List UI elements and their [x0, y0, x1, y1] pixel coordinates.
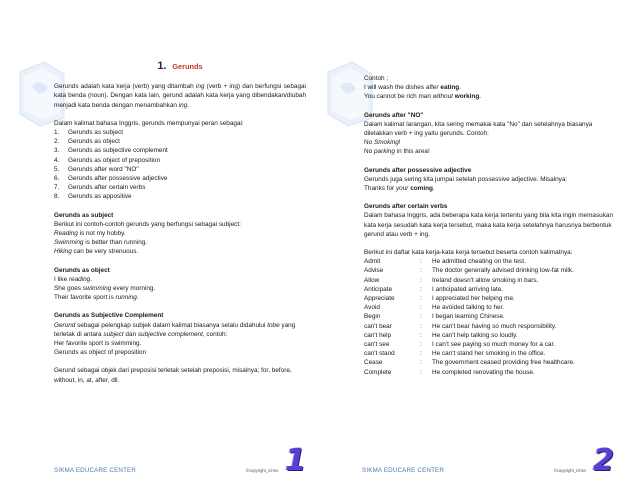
verb-word: Anticipate	[364, 285, 393, 293]
list-number: 8.	[54, 193, 60, 201]
example-line	[54, 293, 306, 302]
text-run: tobe	[267, 321, 280, 329]
verb-row	[364, 331, 616, 340]
text-run: reading	[68, 275, 91, 283]
page-right	[320, 52, 626, 482]
list-number: 2.	[54, 138, 60, 146]
text-run: is not my hobby.	[77, 230, 126, 238]
subject-heading: Gerunds as subject	[54, 211, 114, 219]
example-line	[364, 184, 616, 193]
verb-word: Avoid	[364, 304, 380, 312]
verb-sentence: He completed renovating the house.	[432, 368, 535, 376]
text-run: eating	[440, 84, 460, 92]
roles-list	[54, 128, 306, 202]
left-content	[54, 62, 306, 385]
text-run: ing	[195, 83, 205, 91]
example-line	[54, 348, 306, 357]
verb-sentence: I anticipated arriving late.	[432, 285, 504, 293]
possessive-text: Gerunds juga sering kita jumpai setelah possessive adjective. Misalnya:	[364, 175, 568, 183]
text-run: parking	[373, 148, 395, 156]
text-run: Thanks for	[364, 185, 396, 193]
text-run: Her favorite sport is swimming.	[54, 340, 142, 348]
example-line	[54, 238, 306, 247]
verb-row	[364, 266, 616, 275]
verb-row	[364, 257, 616, 266]
verb-row	[364, 303, 616, 312]
text-run: She goes	[54, 285, 83, 293]
text-run: No	[364, 139, 374, 147]
object-heading: Gerunds as object	[54, 266, 110, 274]
list-number: 5.	[54, 165, 60, 173]
text-run: Gerund	[54, 321, 76, 329]
verb-row	[364, 322, 616, 331]
text-run: can be very strenuous.	[71, 248, 139, 256]
list-text: Gerunds as object of preposition	[68, 156, 161, 164]
text-run: No	[364, 148, 374, 156]
text-run: I will wash the dishes	[364, 84, 426, 92]
text-run: in this area!	[394, 148, 430, 156]
list-text: Gerunds after possessive adjective	[68, 175, 168, 183]
list-text: Gerunds as object	[68, 138, 120, 146]
example-lines	[364, 74, 616, 102]
list-text: Gerunds as appositive	[68, 193, 132, 201]
list-number: 7.	[54, 184, 60, 192]
verb-sentence: I can't see paying so much money for a car.	[432, 341, 556, 349]
text-run: every morning.	[111, 285, 156, 293]
verbs-intro: Berikut ini daftar kata kerja-kata kerja tersebut beserta contoh kalimatnya:	[364, 249, 573, 257]
text-run: .	[90, 275, 93, 283]
right-content	[364, 74, 616, 377]
no-text: Dalam kalimat larangan, kita sering memakai kata "No" dan setelahnya biasanya diletakkan verb + ing yaitu gerunds. Contoh:	[364, 120, 593, 138]
list-text: Gerunds after certain verbs	[68, 184, 146, 192]
verb-row	[364, 349, 616, 358]
verb-colon: :	[420, 295, 422, 303]
text-run: Gerunds adalah kata kerja (verb) yang ditambah	[54, 83, 196, 91]
certain-text: Dalam bahasa Inggris, ada beberapa kata kerja tertentu yang bila kita ingin memasukan kata kerja sesudah kata kerja tersebut, maka kata kerja setelahnya harusnya berbentuk gerund atau verb + ing.	[364, 212, 614, 238]
verb-word: Advise	[364, 267, 384, 275]
verb-colon: :	[420, 341, 422, 349]
verb-colon: :	[420, 304, 422, 312]
verb-sentence: The doctor generally advised drinking low-fat milk.	[432, 267, 574, 275]
verb-word: Cease	[364, 359, 383, 367]
list-item	[54, 128, 306, 137]
footer-left	[54, 467, 278, 474]
example-line	[364, 83, 616, 92]
text-run: subject	[103, 330, 124, 338]
text-run: running	[115, 294, 137, 302]
verb-colon: :	[420, 359, 422, 367]
text-run: without	[432, 93, 453, 101]
list-item	[54, 183, 306, 192]
verb-row	[364, 368, 616, 377]
verb-sentence: He admitted cheating on the test.	[432, 258, 526, 266]
text-run: working	[454, 93, 480, 101]
text-run: You cannot be rich man	[364, 93, 433, 101]
verb-word: Begin	[364, 313, 381, 321]
verb-sentence: He can't bear having so much responsibility.	[432, 322, 557, 330]
page-title	[54, 62, 306, 72]
verb-sentence: I appreciated her helping me.	[432, 295, 515, 303]
list-number: 6.	[54, 175, 60, 183]
text-run: Reading	[54, 230, 78, 238]
verb-colon: :	[420, 350, 422, 358]
text-run: swimming	[82, 285, 112, 293]
object-examples	[54, 275, 306, 303]
text-run: (verb + ing) dan berfungsi sebagai kata benda (noun). Dengan kata lain, gerund adalah kata kerja yang dibendakan/diubah menjadi kata benda dengan menambahkan	[54, 83, 306, 109]
verb-sentence: Ireland doesn't allow smoking in bars.	[432, 276, 539, 284]
text-run: sebagai pelengkap subjek dalam kalimat biasanya selalu didahului	[75, 321, 268, 329]
text-run: Gerunds as object of preposition	[54, 349, 147, 357]
verb-row	[364, 285, 616, 294]
verb-word: Admit	[364, 258, 381, 266]
text-run: dan	[123, 330, 138, 338]
title-text: Gerunds	[172, 62, 203, 71]
verb-colon: :	[420, 331, 422, 339]
verb-colon: :	[420, 322, 422, 330]
complement-text	[54, 321, 306, 339]
list-item	[54, 137, 306, 146]
verb-row	[364, 276, 616, 285]
intro-paragraph	[54, 82, 306, 110]
list-text: Gerunds after word "NO"	[68, 165, 139, 173]
page-left	[12, 52, 318, 482]
title-number: 1.	[157, 60, 167, 72]
roles-intro: Dalam kalimat bahasa Inggris, gerunds mempunyai peran sebagai:	[54, 119, 244, 127]
subject-text: Berikut ini contoh-contoh gerunds yang berfungsi sebagai subject:	[54, 220, 241, 228]
text-run: Swimming	[54, 239, 84, 247]
text-run: Contoh ;	[364, 75, 389, 82]
example-line	[364, 138, 616, 147]
certain-heading: Gerunds after certain verbs	[364, 203, 448, 211]
example-line	[54, 284, 306, 293]
example-line	[54, 339, 306, 348]
verb-word: can't see	[364, 341, 390, 349]
text-run: Smoking	[373, 139, 399, 147]
verb-sentence: He can't help talking so loudly.	[432, 331, 518, 339]
verb-word: can't stand	[364, 350, 395, 358]
example-line	[364, 147, 616, 156]
verb-row	[364, 358, 616, 367]
list-number: 3.	[54, 147, 60, 155]
verb-colon: :	[420, 258, 422, 266]
verb-word: can't bear	[364, 322, 392, 330]
text-run: after	[425, 84, 439, 92]
text-run: !	[398, 139, 401, 147]
text-run: I like	[54, 275, 69, 283]
verb-colon: :	[420, 276, 422, 284]
verbs-table	[364, 257, 616, 377]
list-number: 1.	[54, 129, 60, 137]
text-run: .	[479, 93, 481, 101]
text-run: your	[395, 185, 409, 193]
text-run: .	[187, 101, 190, 109]
no-heading: Gerunds after "NO"	[364, 111, 424, 119]
text-run: Hiking	[54, 248, 72, 256]
possessive-examples	[364, 184, 616, 193]
verb-word: can't help	[364, 331, 392, 339]
text-run: is better than running.	[83, 239, 148, 247]
list-number: 4.	[54, 156, 60, 164]
text-run: Their favorite sport is	[54, 294, 116, 302]
text-run: yang terletak di antara	[54, 321, 296, 338]
verb-colon: :	[420, 267, 422, 275]
list-item	[54, 192, 306, 201]
verb-colon: :	[420, 313, 422, 321]
verb-row	[364, 294, 616, 303]
complement-heading: Gerunds as Subjective Complement	[54, 312, 164, 320]
verb-row	[364, 340, 616, 349]
verb-row	[364, 312, 616, 321]
text-run: , contoh:	[202, 330, 228, 338]
preposition-text: Gerund sebagai objek dari preposisi terletak setelah preposisi, misalnya; for, before, without, in, at, after, dll.	[54, 367, 292, 384]
verb-sentence: I began learning Chinese.	[432, 313, 505, 321]
list-item	[54, 146, 306, 155]
verb-sentence: He can't stand her smoking in the office.	[432, 350, 546, 358]
complement-examples	[54, 339, 306, 357]
no-examples	[364, 138, 616, 156]
footer-brand: SIKMA EDUCARE CENTER	[362, 467, 445, 474]
list-item	[54, 156, 306, 165]
list-item	[54, 174, 306, 183]
text-run: .	[459, 84, 461, 92]
example-line	[364, 92, 616, 101]
verb-word: Appreciate	[364, 295, 395, 303]
verb-word: Allow	[364, 276, 380, 284]
verb-sentence: The government ceased providing free healthcare.	[432, 359, 575, 367]
verb-sentence: He avoided talking to her.	[432, 304, 505, 312]
footer-right	[362, 467, 586, 474]
page-number: 2	[593, 443, 614, 478]
list-text: Gerunds as subject	[68, 129, 124, 137]
example-line	[54, 229, 306, 238]
subject-examples	[54, 229, 306, 257]
text-run: coming	[410, 185, 433, 193]
footer-copyright: ©copyright_ichsn	[245, 468, 278, 473]
verb-colon: :	[420, 368, 422, 376]
text-run: subjective complement	[137, 330, 203, 338]
footer-copyright: ©copyright_ichsn	[553, 468, 586, 473]
text-run: ing	[178, 101, 188, 109]
example-line	[364, 74, 616, 83]
list-item	[54, 165, 306, 174]
verb-colon: :	[420, 285, 422, 293]
text-run: .	[136, 294, 139, 302]
verb-word: Complete	[364, 368, 392, 376]
text-run: .	[432, 185, 435, 193]
example-line	[54, 247, 306, 256]
possessive-heading: Gerunds after possessive adjective	[364, 166, 472, 174]
page-number: 1	[285, 443, 306, 478]
list-text: Gerunds as subjective complement	[68, 147, 168, 155]
example-line	[54, 275, 306, 284]
footer-brand: SIKMA EDUCARE CENTER	[54, 467, 137, 474]
